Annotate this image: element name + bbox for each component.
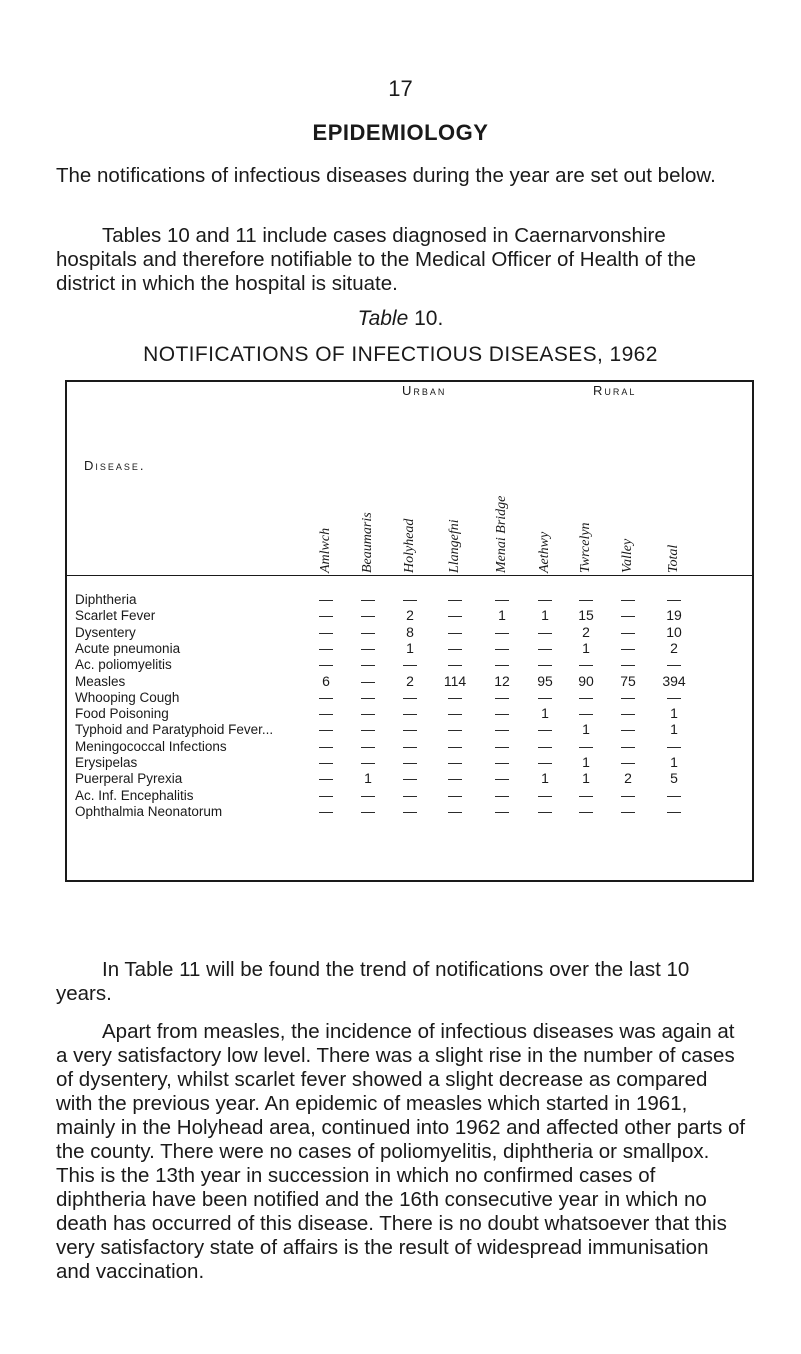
table-cell: — [579,656,593,673]
table-cell: — [448,721,462,738]
disease-name: Diphtheria [75,592,137,607]
table-cell: 95 [537,672,553,689]
table-cell: — [538,591,552,607]
table-cell: 8 [406,623,414,640]
intro-paragraph: The notifications of infectious diseases during the year are set out below. [56,164,716,187]
table-cell: — [495,786,509,803]
table-cell: — [403,721,417,738]
disease-name: Acute pneumonia [75,640,181,656]
table-cell: — [403,737,417,754]
table-cell: — [579,591,593,607]
table-cell: — [361,786,375,803]
table-cell: — [319,721,333,738]
disease-name: Meningococcal Infections [75,738,227,754]
table-cell: — [361,591,375,607]
disease-name: Measles [75,673,126,689]
table-cell: 1 [670,721,678,738]
table-cell: — [495,656,509,673]
table-cell: 19 [666,607,682,624]
row-disease-label [75,673,297,690]
table-cell: — [319,607,333,624]
table-cell: — [495,591,509,607]
table-cell: — [448,770,462,787]
table-cell: — [621,705,635,722]
row-disease-label [75,770,297,787]
row-disease-label [75,721,297,738]
table-cell: 1 [364,770,372,787]
row-disease-label [75,787,297,804]
disease-name: Dysentery [75,624,136,640]
table-cell: 1 [582,639,590,656]
table-cell: — [621,607,635,624]
table-cell: — [403,754,417,770]
table-cell: — [667,591,681,607]
table-cell: — [538,656,552,673]
table-cell: — [621,639,635,656]
table-cell: — [319,737,333,754]
table-cell: 2 [582,623,590,640]
table-cell: — [361,623,375,640]
table-cell: — [319,591,333,607]
table-cell: — [495,802,509,819]
table-cell: — [667,786,681,803]
row-disease-label [75,640,297,657]
table-cell: — [448,737,462,754]
table-cell: — [538,721,552,738]
table-cell: — [448,688,462,705]
table-cell: 114 [443,672,467,689]
column-header: Twrcelyn [578,522,593,573]
disease-name: Ac. Inf. Encephalitis [75,787,194,803]
table-cell: — [579,705,593,722]
disease-name: Erysipelas [75,755,138,770]
table-cell: 90 [578,672,594,689]
table-cell: — [361,737,375,754]
table-cell: — [667,656,681,673]
table-cell: — [403,705,417,722]
table-cell: — [448,639,462,656]
table-cell: — [579,737,593,754]
table-cell: 2 [406,672,414,689]
row-disease-label [75,624,297,641]
row-disease-label [75,607,297,624]
table-cell: — [361,607,375,624]
column-header: Total [666,544,681,573]
column-header: Valley [620,538,635,573]
table-cell: — [495,623,509,640]
table-caption-number: 10. [414,307,444,330]
table-cell: — [538,786,552,803]
disease-column-header: Disease. [84,458,146,473]
section-heading: EPIDEMIOLOGY [312,120,489,145]
table-cell: — [667,802,681,819]
table-cell: — [579,688,593,705]
table-cell: 1 [498,607,506,624]
table-cell: 1 [541,607,549,624]
table-cell: 1 [541,770,549,787]
table-cell: — [448,607,462,624]
column-header: Aethwy [537,531,552,573]
table-cell: — [319,802,333,819]
table-cell: — [448,623,462,640]
table-cell: 1 [670,705,678,722]
table-caption [0,307,801,331]
table-cell: — [579,802,593,819]
row-disease-label [75,656,297,673]
table-cell: — [448,705,462,722]
table-cell: — [538,737,552,754]
table-cell: — [403,656,417,673]
table-cell: 2 [670,639,678,656]
table-cell: — [495,721,509,738]
disease-name: Food Poisoning [75,706,169,722]
disease-name: Ac. poliomyelitis [75,657,172,673]
table-cell: — [361,721,375,738]
table-cell: 2 [406,607,414,624]
table-cell: — [667,737,681,754]
column-header: Holyhead [402,518,417,573]
table-cell: — [538,623,552,640]
table-cell: — [621,737,635,754]
table-cell: — [495,737,509,754]
table-caption-prefix: Table [357,307,409,330]
table-cell: — [538,639,552,656]
column-header: Amlwch [318,527,333,573]
summary-paragraph: Apart from measles, the incidence of infectious diseases was again at a very satisfactory low level. There was a slight rise in the number of cases of dysentery, whilst scarlet fever showed a slight decrease as compared with the previous year. An epidemic of measles which started in 1961, mainly in the Holyhead area, continued into 1962 and affected other parts of the county. There were no cases of poliomyelitis, diphtheria or smallpox. This is the 13th year in succession in which no confirmed cases of diphtheria have been notified and the 16th consecutive year in which no death has occurred of this disease. There is no doubt whatsoever that this very satisfactory state of affairs is the result of widespread immunisation and vaccination. [56,1020,746,1283]
table-cell: 1 [582,754,590,770]
table-cell: 1 [406,639,414,656]
table-cell: — [495,754,509,770]
table-cell: — [621,802,635,819]
disease-name: Whooping Cough [75,689,180,705]
table-cell: — [361,656,375,673]
table-cell: 1 [541,705,549,722]
table-cell: 1 [582,721,590,738]
page-number: 17 [388,76,413,101]
table-cell: — [319,754,333,770]
table-cell: — [319,639,333,656]
table-cell: — [667,688,681,705]
table-cell: — [448,656,462,673]
table-cell: — [621,721,635,738]
table-cell: — [621,623,635,640]
group-header-rural: Rural [593,383,637,398]
column-header: Beaumaris [360,512,375,573]
row-disease-label [75,591,297,608]
table-title: NOTIFICATIONS OF INFECTIOUS DISEASES, 1962 [143,343,658,366]
table-cell: — [621,656,635,673]
table-cell: — [319,770,333,787]
table-cell: — [448,802,462,819]
table-cell: 12 [494,672,510,689]
table-cell: — [403,786,417,803]
table-cell: — [448,591,462,607]
group-header-urban: Urban [402,383,447,398]
table-cell: — [495,639,509,656]
table-cell: 394 [662,672,686,689]
table-cell: — [403,688,417,705]
table-cell: — [448,786,462,803]
table-cell: — [495,688,509,705]
table-cell: — [319,623,333,640]
row-disease-label [75,689,297,706]
table-cell: — [361,672,375,689]
table-cell: — [361,688,375,705]
table-cell: — [448,754,462,770]
table-cell: — [579,786,593,803]
table-cell: — [403,802,417,819]
header-rule [65,575,754,576]
table-cell: — [361,802,375,819]
table-cell: — [361,705,375,722]
table-cell: — [495,705,509,722]
tables-paragraph: Tables 10 and 11 include cases diagnosed in Caernarvonshire hospitals and therefore notifiable to the Medical Officer of Health of the district in which the hospital is situate. [56,224,697,295]
row-disease-label [75,754,297,771]
table-cell: — [361,639,375,656]
table-cell: — [621,754,635,770]
table-cell: 5 [670,770,678,787]
table-cell: 1 [670,754,678,770]
column-header: Menai Bridge [494,495,509,573]
disease-name: Puerperal Pyrexia [75,771,183,787]
table-cell: — [319,786,333,803]
row-disease-label [75,738,297,755]
trend-paragraph: In Table 11 will be found the trend of notifications over the last 10 years. [56,958,690,1005]
table-cell: 1 [582,770,590,787]
table-cell: 2 [624,770,632,787]
table-cell: 15 [578,607,594,624]
table-cell: — [403,770,417,787]
disease-name: Ophthalmia Neonatorum [75,803,223,819]
table-cell: — [621,591,635,607]
table-cell: — [538,754,552,770]
table-cell: — [403,591,417,607]
table-cell: — [621,688,635,705]
table-cell: — [361,754,375,770]
table-cell: — [319,656,333,673]
table-cell: — [319,705,333,722]
column-header: Llangefni [447,519,462,573]
disease-name: Typhoid and Paratyphoid Fever... [75,722,274,738]
table-cell: — [621,786,635,803]
table-cell: — [495,770,509,787]
table-cell: — [319,688,333,705]
row-disease-label [75,803,297,820]
table-cell: 75 [620,672,636,689]
disease-name: Scarlet Fever [75,608,156,624]
table-cell: 10 [666,623,682,640]
table-cell: — [538,802,552,819]
row-disease-label [75,705,297,722]
table-cell: — [538,688,552,705]
table-cell: 6 [322,672,330,689]
